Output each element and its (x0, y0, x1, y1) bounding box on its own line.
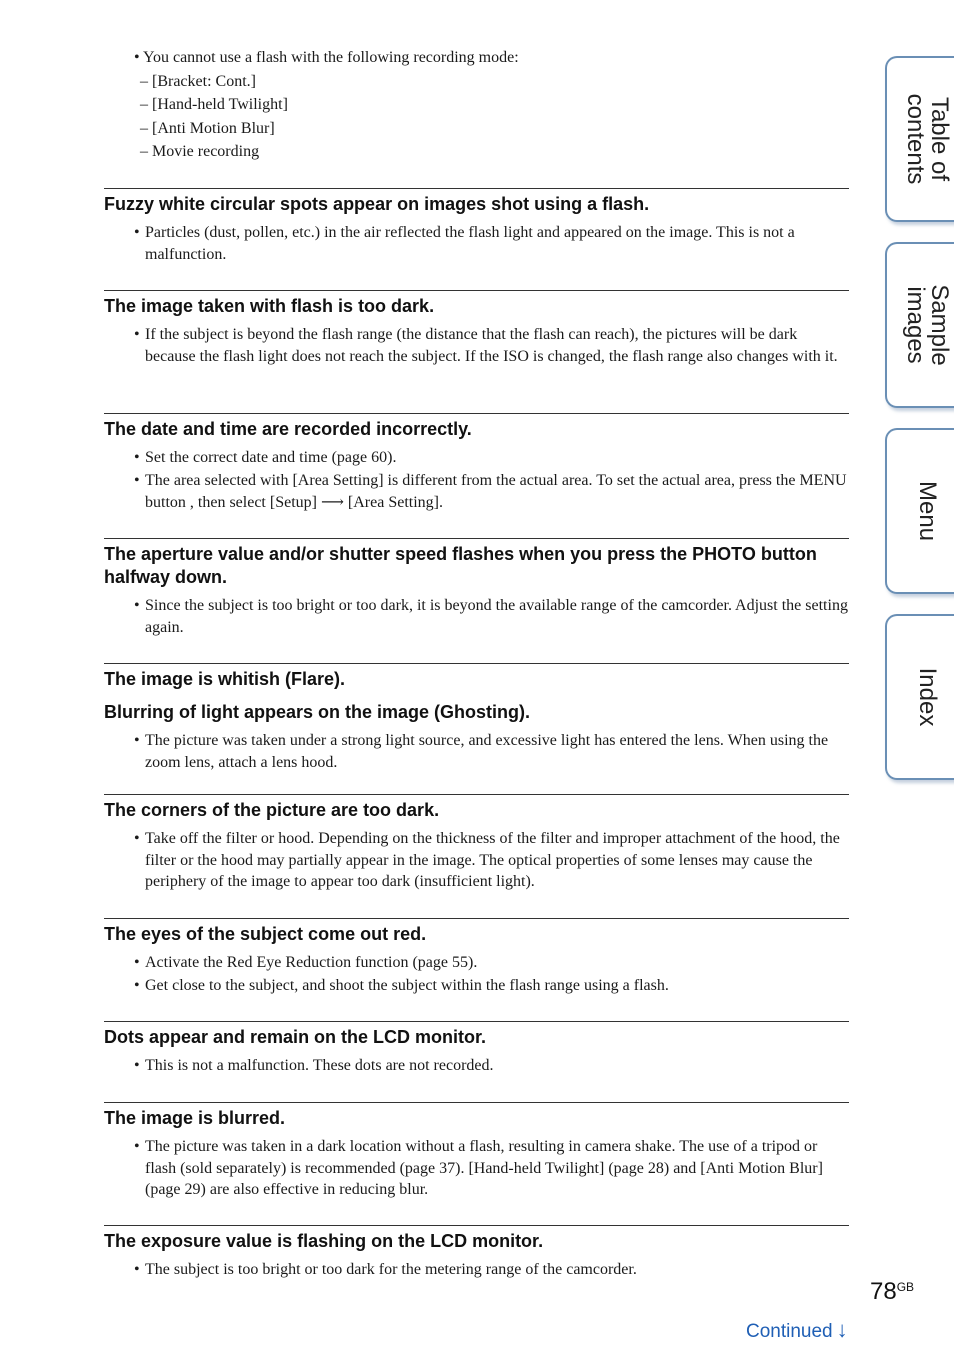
section-heading: The image is whitish (Flare). (104, 669, 346, 689)
tab-label: Sample images (902, 284, 953, 366)
section-heading: Blurring of light appears on the image (Ghosting). (104, 702, 531, 722)
intro-dash-item: – [Anti Motion Blur] (140, 119, 275, 137)
section-bullet: • Particles (dust, pollen, etc.) in the air reflected the flash light and appeared on the image. This is not a malfunction. (134, 224, 795, 263)
section-bullet: • The picture was taken under a strong light source, and excessive light has entered the lens. When using the zoom lens, attach a lens hood. (134, 732, 829, 771)
section-bullet: • Activate the Red Eye Reduction function (page 55). (134, 954, 478, 971)
section-heading: The eyes of the subject come out red. (104, 924, 427, 944)
section-heading: The image taken with flash is too dark. (104, 296, 435, 316)
tab-table-of-contents[interactable] (885, 56, 954, 222)
trouble-section (104, 794, 849, 894)
tab-index[interactable] (885, 614, 954, 780)
section-heading: Dots appear and remain on the LCD monitor. (104, 1027, 487, 1047)
tab-menu[interactable] (885, 428, 954, 594)
page-number: $78^{GB}$ (870, 1278, 915, 1305)
section-bullet: • Since the subject is too bright or too dark, it is beyond the available range of the camcorder. Adjust the setting again. (134, 597, 848, 636)
section-bullet: • If the subject is beyond the flash range (the distance that the flash can reach), the pictures will be dark because the flash light does not reach the subject. If the ISO is changed, the flash range also changes with it. (134, 326, 838, 365)
section-bullet: • The subject is too bright or too dark for the metering range of the camcorder. (134, 1261, 637, 1278)
tab-label: Table of contents (902, 93, 953, 185)
trouble-section (104, 413, 849, 515)
trouble-section (104, 1225, 849, 1282)
intro-list (134, 46, 854, 164)
page-suffix: GB (896, 1280, 915, 1294)
section-bullet: • The picture was taken in a dark location without a flash, resulting in camera shake. The use of a tripod or flash (sold separately) is recommended (page 37). [Hand-held Twilight] (page 28) and [Anti Motion Blur] (page 29) are also effective in reducing blur. (134, 1138, 823, 1198)
section-heading: Fuzzy white circular spots appear on images shot using a flash. (104, 194, 650, 214)
section-bullet: • This is not a malfunction. These dots are not recorded. (134, 1057, 494, 1074)
tab-label: Menu (914, 480, 941, 542)
arrow-down-icon: ↓ (836, 1317, 848, 1342)
intro-dash-item: – [Bracket: Cont.] (140, 72, 256, 90)
section-heading: The date and time are recorded incorrectly. (104, 419, 472, 439)
section-heading: The exposure value is flashing on the LCD monitor. (104, 1231, 544, 1251)
section-bullet: • Take off the filter or hood. Depending on the thickness of the filter and improper attachment of the hood, the filter or the hood may partially appear in the image. The optical properties of some lenses may cause the periphery of the image to appear too dark (insufficient light). (134, 830, 840, 890)
trouble-section (104, 188, 849, 267)
section-heading: The image is blurred. (104, 1108, 286, 1128)
intro-bullet: • You cannot use a flash with the following recording mode: (134, 49, 519, 66)
intro-dash-item: – [Hand-held Twilight] (140, 96, 288, 113)
tab-label: Index (914, 667, 941, 727)
intro-dash-item: – Movie recording (140, 143, 260, 160)
trouble-section (104, 1021, 849, 1078)
trouble-section (104, 918, 849, 998)
trouble-section (104, 538, 849, 640)
section-bullet: • Set the correct date and time (page 60). (134, 449, 397, 466)
trouble-section (104, 290, 849, 369)
trouble-section (104, 1102, 849, 1202)
section-bullet: • Get close to the subject, and shoot the subject within the flash range using a flash. (134, 977, 669, 994)
continued-link[interactable] (746, 1317, 848, 1343)
trouble-section (104, 663, 849, 775)
continued-label: Continued (746, 1321, 833, 1342)
section-bullet: • The area selected with [Area Setting] is different from the actual area. To set the actual area, press the MENU button , then select [Setup] ⟶ [Area Setting]. (134, 472, 847, 511)
tab-sample-images[interactable] (885, 242, 954, 408)
section-heading: The aperture value and/or shutter speed flashes when you press the PHOTO button halfway down. (104, 544, 817, 587)
section-heading: The corners of the picture are too dark. (104, 800, 440, 820)
